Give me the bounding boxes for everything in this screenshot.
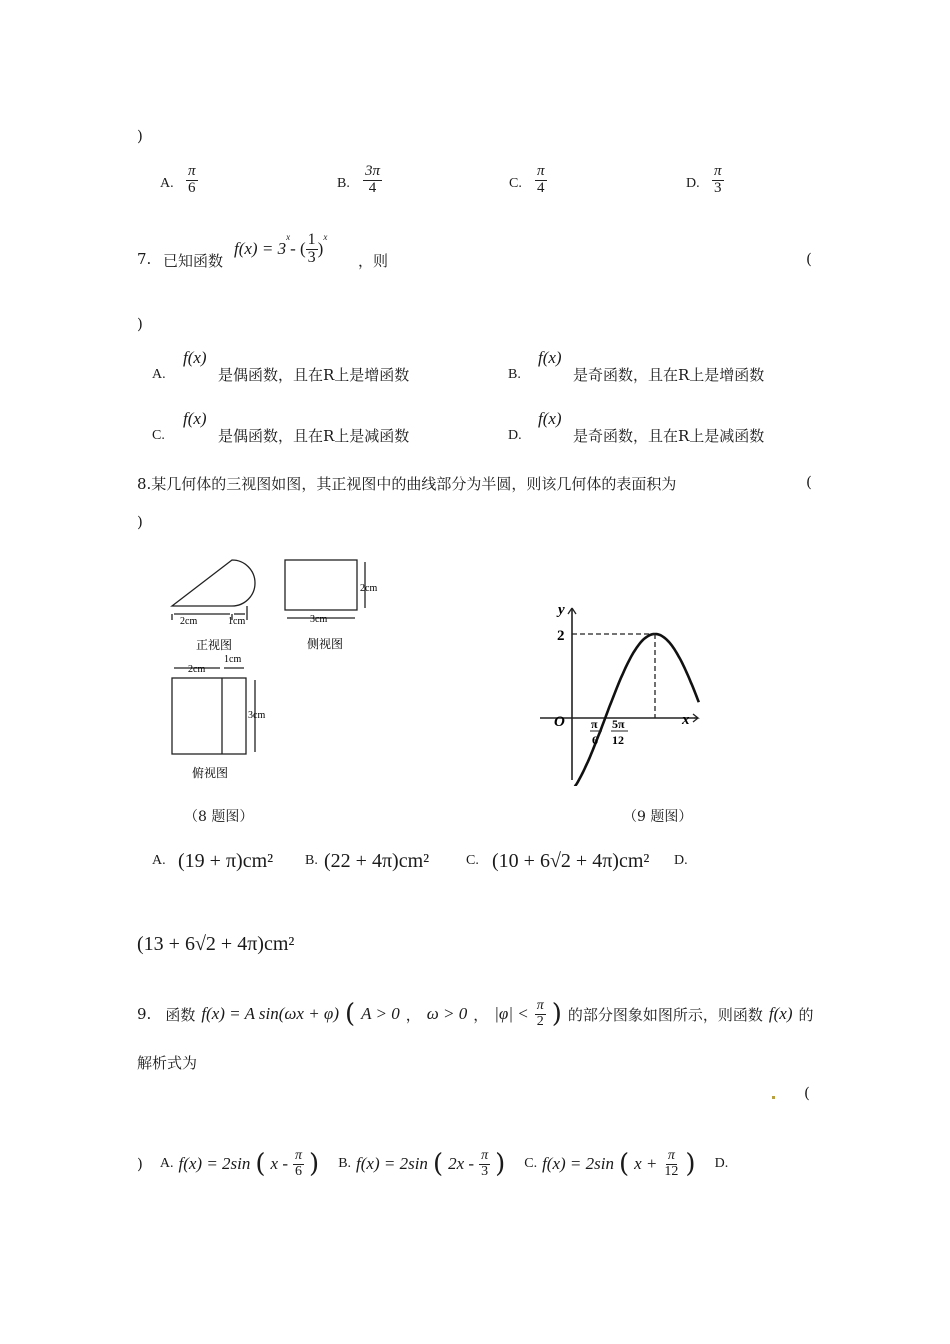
q9-option-a-pre: f(x) = 2sin — [178, 1154, 251, 1174]
y-max-label: 2 — [557, 628, 565, 644]
q9-option-b-den: 3 — [481, 1163, 489, 1179]
q7-option-d-text: 是奇函数，且在R上是减函数 — [573, 427, 765, 445]
q8-open-paren: ( — [806, 473, 812, 491]
q9-cond3-left: |φ| < — [494, 1004, 529, 1024]
q6-option-d-label: D. — [686, 176, 700, 191]
q9-options-line — [137, 1149, 728, 1179]
q9-cond2: ω > 0 — [426, 1004, 468, 1024]
q9-close-paren: ) — [137, 1155, 143, 1174]
q9-line2: 解析式为 — [137, 1054, 198, 1072]
q7-option-d-label: D. — [508, 428, 522, 443]
tick1-numerator: π — [591, 717, 598, 731]
q7-exp2: x — [323, 232, 328, 242]
origin-label: O — [554, 714, 565, 730]
q6-option-c-fraction — [535, 164, 547, 197]
q9-option-b-rparen: ) — [495, 1149, 506, 1180]
q7-func: f(x) = 3 — [234, 239, 287, 259]
q9-option-b-label: B. — [338, 1156, 352, 1172]
y-axis-label: y — [558, 602, 565, 618]
closing-paren: ) — [137, 127, 143, 145]
q9-option-b-pre: f(x) = 2sin — [356, 1154, 428, 1174]
x-axis-label: x — [682, 712, 690, 728]
denominator: 4 — [537, 179, 545, 196]
front-view-shape — [172, 560, 255, 606]
q7-option-c-text: 是偶函数，且在R上是减函数 — [218, 427, 410, 445]
q8-option-c-expr: (10 + 6√2 + 4π)cm² — [492, 850, 650, 872]
side-dim-2cm-label: 2cm — [360, 583, 378, 594]
q7-frac-num: 1 — [307, 231, 316, 248]
q9-option-a-inner: x - — [270, 1154, 289, 1174]
tick2-denominator: 12 — [612, 733, 624, 747]
numerator: π — [714, 163, 722, 179]
q9-close-bracket: ) — [551, 999, 562, 1030]
numerator: 3π — [365, 163, 381, 179]
q7-stem: 已知函数 — [163, 252, 224, 270]
top-view-label: 俯视图 — [192, 766, 229, 780]
q9-cond3-num: π — [536, 998, 544, 1013]
q9-option-c-inner: x + — [634, 1154, 658, 1174]
numerator: π — [537, 163, 545, 179]
q7-option-a-text: 是偶函数，且在R上是增函数 — [218, 366, 410, 384]
q7-minus: - ( — [290, 239, 306, 259]
top-dim-1cm-label: 1cm — [224, 654, 242, 665]
q9-func: f(x) = A sin(ωx + φ) — [201, 1004, 339, 1024]
q9-sep2: ， — [473, 1005, 489, 1024]
q7-option-c-label: C. — [152, 428, 165, 443]
q9-option-b-num: π — [481, 1148, 489, 1163]
q8-three-view-figure — [160, 548, 400, 788]
q8-option-d-label: D. — [674, 853, 688, 868]
tick2-numerator: 5π — [612, 717, 625, 731]
q9-option-d-label: D. — [714, 1156, 729, 1172]
q9-number: 9. — [137, 1005, 152, 1024]
q6-option-b-fraction — [363, 164, 382, 197]
q9-stem-b: 的部分图象如图所示，则函数 — [567, 1005, 763, 1024]
q9-option-a-num: π — [295, 1148, 303, 1163]
sine-curve — [566, 634, 699, 786]
q9-option-c-den: 12 — [664, 1163, 679, 1179]
side-view-label: 侧视图 — [307, 637, 344, 651]
q7-exp: x — [286, 232, 291, 242]
q9-option-c-num: π — [667, 1148, 675, 1163]
q7-frac-den: 3 — [307, 248, 316, 266]
q9-figure-caption: （9 题图） — [623, 809, 693, 825]
q9-option-a-label: A. — [159, 1156, 174, 1172]
q8-option-d-expr: (13 + 6√2 + 4π)cm² — [137, 933, 295, 955]
front-dim-2cm-label: 2cm — [180, 616, 198, 627]
q9-option-a-rparen: ) — [309, 1149, 320, 1180]
q9-option-a-den: 6 — [295, 1163, 303, 1179]
q8-close-paren: ) — [137, 513, 143, 531]
q7-option-b-label: B. — [508, 367, 521, 382]
q7-number: 7. — [137, 250, 152, 268]
stray-dot — [772, 1096, 775, 1099]
top-dim-2cm-label: 2cm — [188, 664, 206, 675]
side-view-shape — [285, 560, 357, 610]
q7-option-b-text: 是奇函数，且在R上是增函数 — [573, 366, 765, 384]
q7-function — [234, 232, 327, 267]
q7-option-a-label: A. — [152, 367, 166, 382]
tick1-denominator: 6 — [592, 733, 598, 747]
q6-option-b-label: B. — [337, 176, 350, 191]
q9-stem-line — [137, 999, 814, 1029]
q7-option-b-fx: f(x) — [538, 348, 562, 367]
q9-cond1: A > 0 — [361, 1004, 400, 1024]
side-dim-3cm-label: 3cm — [310, 614, 328, 625]
q8-option-b-label: B. — [305, 853, 318, 868]
q9-option-b-lparen: ( — [432, 1149, 444, 1180]
q9-option-b-inner: 2x - — [448, 1154, 475, 1174]
q9-option-c-rparen: ) — [685, 1149, 696, 1180]
q8-option-a-label: A. — [152, 853, 166, 868]
q9-stem-a: 函数 — [165, 1005, 196, 1024]
q6-option-c-label: C. — [509, 176, 522, 191]
q7-tail: ，则 — [358, 252, 389, 270]
q9-open-bracket: ( — [345, 999, 356, 1030]
q9-sep1: ， — [405, 1005, 421, 1024]
q6-option-a-label: A. — [160, 176, 174, 191]
q8-figure-caption: （8 题图） — [184, 809, 254, 825]
q9-option-c-label: C. — [524, 1156, 538, 1172]
q9-option-c-lparen: ( — [618, 1149, 630, 1180]
q8-option-c-label: C. — [466, 853, 479, 868]
q9-fx: f(x) — [768, 1004, 793, 1024]
q7-open-paren: ( — [806, 250, 812, 268]
front-dim-1cm-label: 1cm — [228, 616, 246, 627]
q9-stem-c: 的 — [798, 1005, 814, 1024]
denominator: 6 — [188, 179, 196, 196]
q9-cond3-den: 2 — [536, 1013, 544, 1029]
q9-open-paren: ( — [804, 1084, 810, 1102]
top-dim-3cm-label: 3cm — [248, 710, 266, 721]
q8-option-b-expr: (22 + 4π)cm² — [324, 850, 430, 872]
q8-stem: 8.某几何体的三视图如图，其正视图中的曲线部分为半圆，则该几何体的表面积为 — [137, 475, 677, 493]
q7-option-c-fx: f(x) — [183, 409, 207, 428]
denominator: 4 — [368, 179, 377, 196]
q7-close-paren: ) — [137, 315, 143, 333]
q9-sine-graph — [536, 596, 706, 786]
q7-close: ) — [317, 239, 324, 259]
q9-option-a-lparen: ( — [255, 1149, 266, 1180]
q7-option-a-fx: f(x) — [183, 348, 207, 367]
q6-option-a-fraction — [186, 164, 198, 197]
q7-option-d-fx: f(x) — [538, 409, 562, 428]
numerator: π — [188, 163, 196, 179]
denominator: 3 — [714, 179, 722, 196]
top-view-shape — [172, 678, 246, 754]
front-view-label: 正视图 — [196, 638, 233, 652]
q6-option-d-fraction — [712, 164, 724, 197]
q8-option-a-expr: (19 + π)cm² — [178, 850, 274, 872]
q9-option-c-pre: f(x) = 2sin — [542, 1154, 614, 1174]
